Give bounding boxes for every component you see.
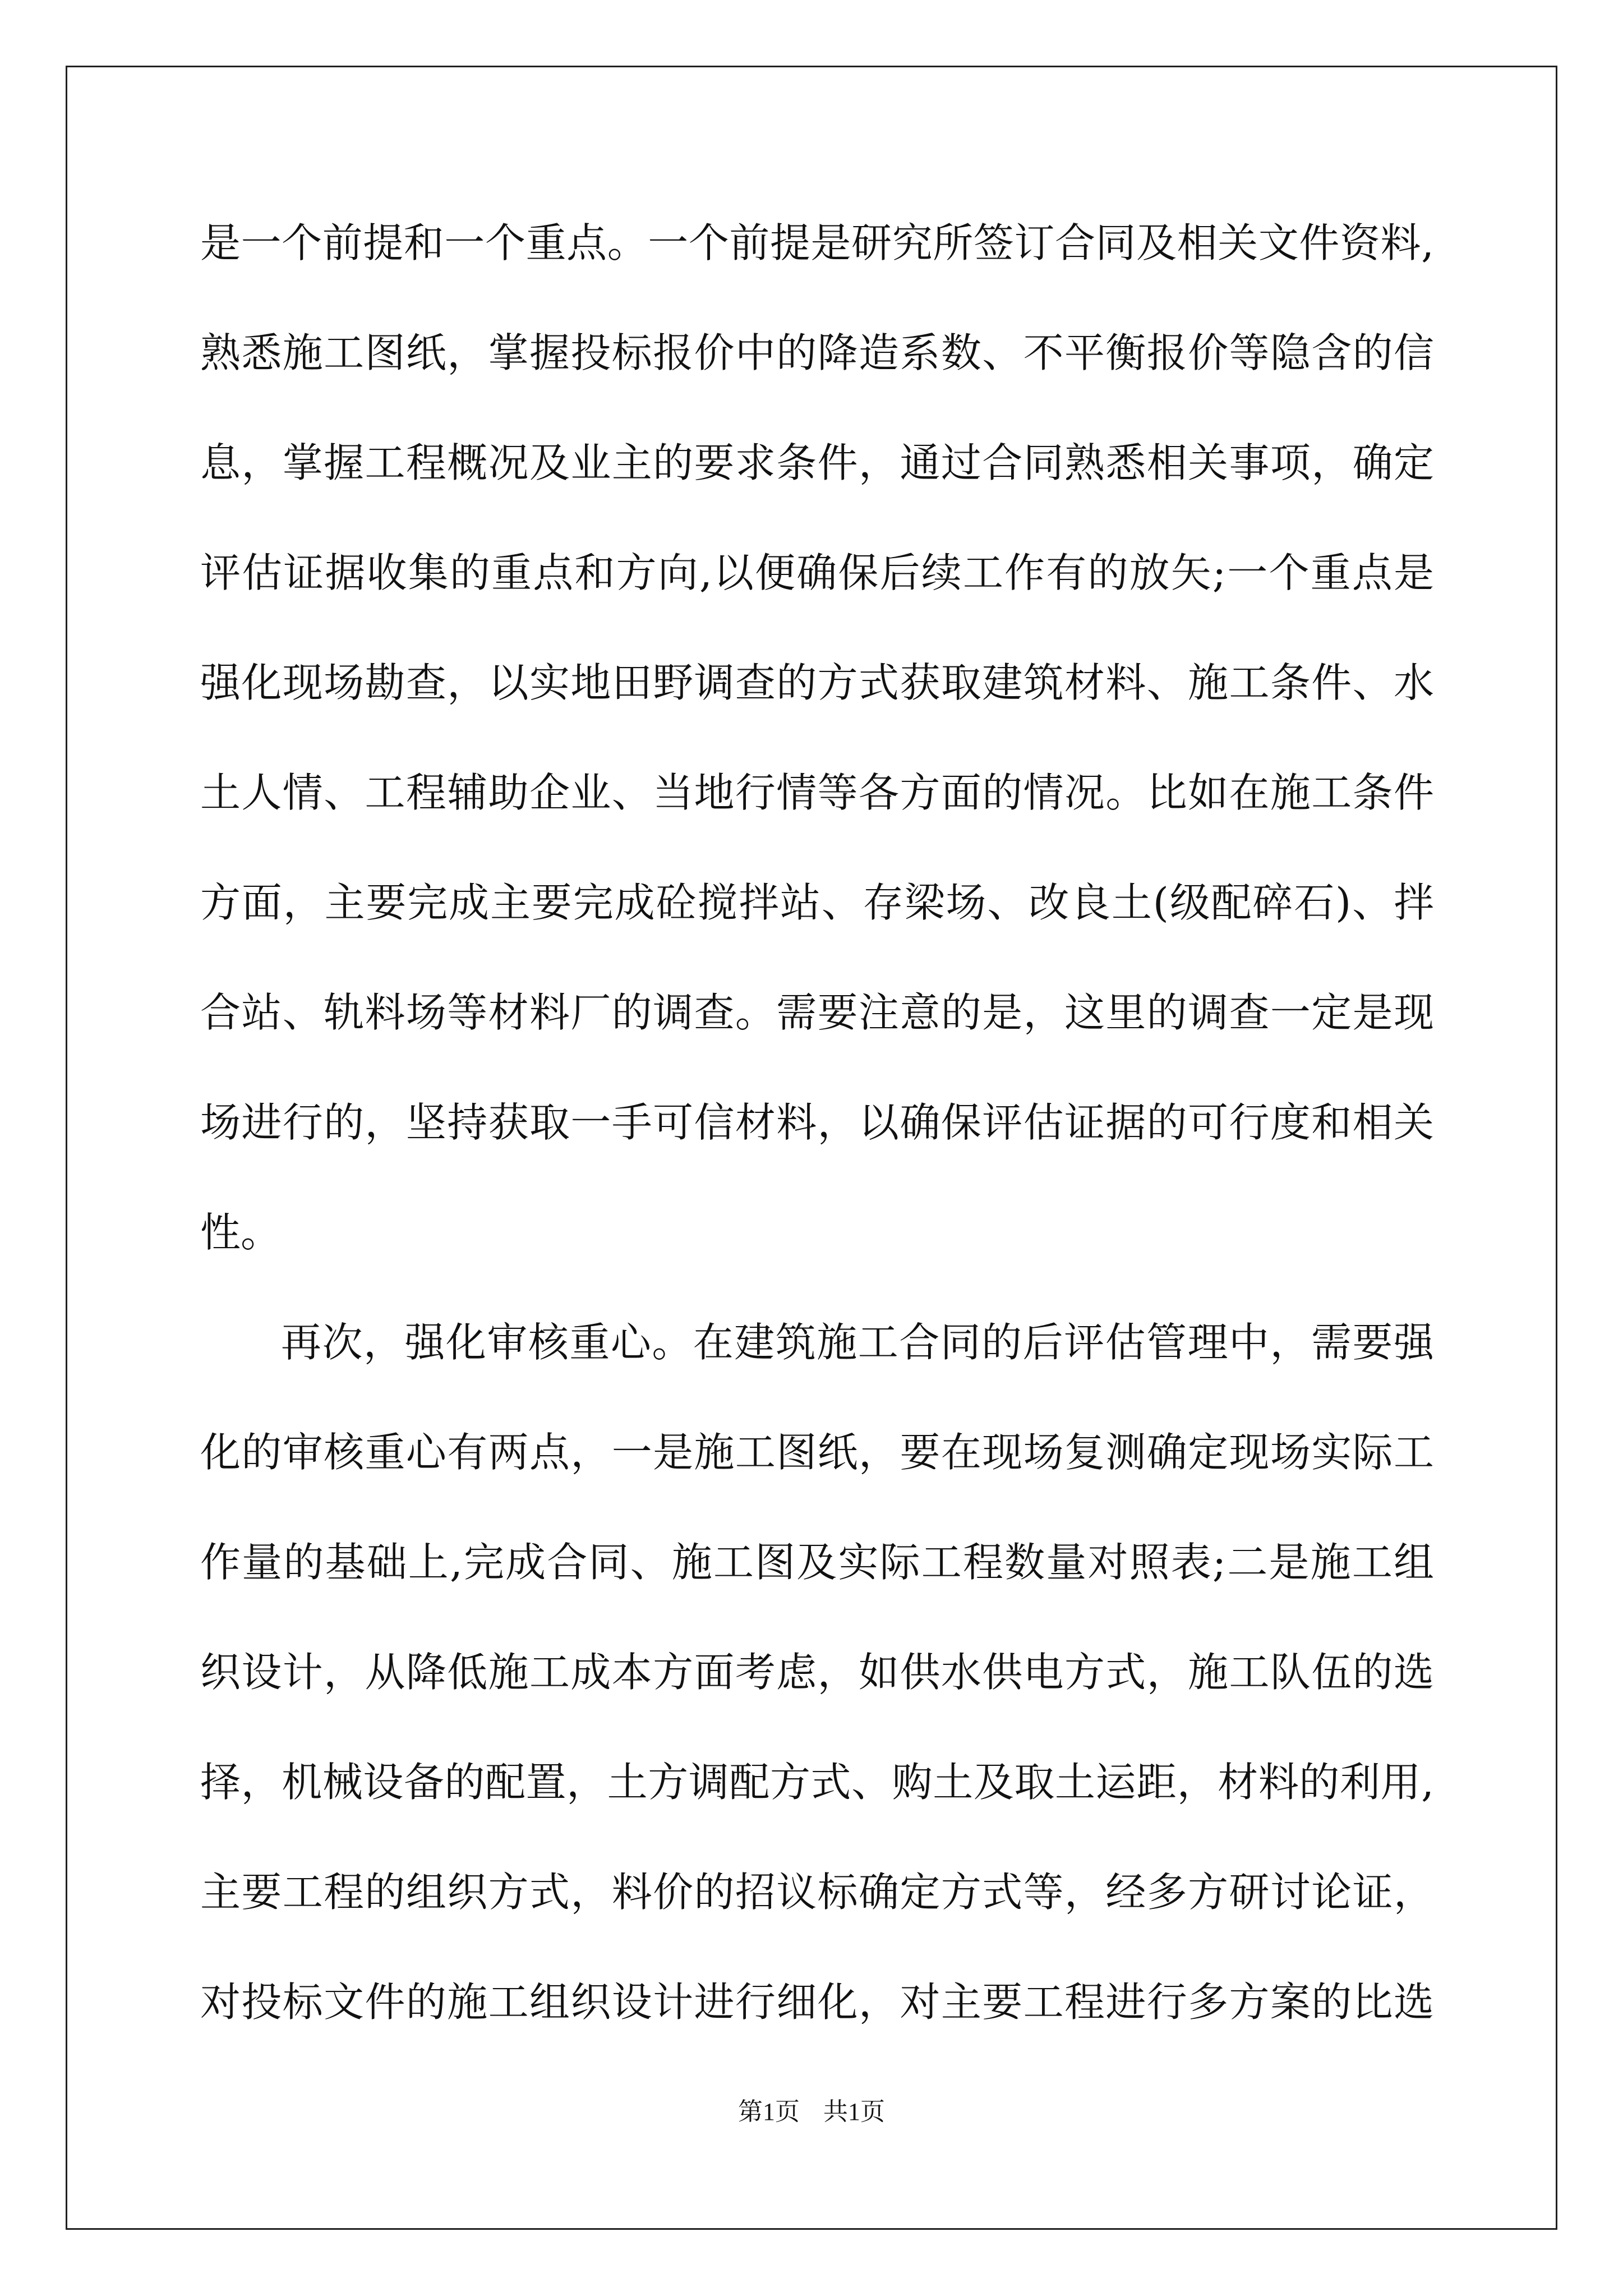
text-line: 是一个前提和一个重点。一个前提是研究所签订合同及相关文件资料, [200, 219, 1434, 266]
paragraph-first-line: 再次，强化审核重心。在建筑施工合同的后评估管理中，需要强 [281, 1319, 1434, 1366]
text-line: 息，掌握工程概况及业主的要求条件，通过合同熟悉相关事项，确定 [200, 439, 1434, 486]
text-line: 熟悉施工图纸，掌握投标报价中的降造系数、不平衡报价等隐含的信 [200, 329, 1434, 376]
text-line: 主要工程的组织方式，料价的招议标确定方式等，经多方研讨论证， [200, 1869, 1434, 1916]
document-body [200, 211, 1434, 2080]
text-line: 土人情、工程辅助企业、当地行情等各方面的情况。比如在施工条件 [200, 769, 1434, 816]
text-line: 化的审核重心有两点，一是施工图纸，要在现场复测确定现场实际工 [200, 1429, 1434, 1476]
page-number: 第1页 [738, 2098, 800, 2125]
text-line: 评估证据收集的重点和方向,以便确保后续工作有的放矢;一个重点是 [200, 549, 1434, 596]
page-total: 共1页 [823, 2098, 885, 2125]
text-line: 方面，主要完成主要完成砼搅拌站、存梁场、改良土(级配碎石)、拌 [200, 879, 1434, 926]
text-line: 织设计，从降低施工成本方面考虑，如供水供电方式，施工队伍的选 [200, 1649, 1434, 1696]
text-line: 场进行的，坚持获取一手可信材料，以确保评估证据的可行度和相关 [200, 1099, 1434, 1146]
text-line: 合站、轨料场等材料厂的调查。需要注意的是，这里的调查一定是现 [200, 989, 1434, 1036]
text-line: 择，机械设备的配置，土方调配方式、购土及取土运距，材料的利用, [200, 1759, 1434, 1806]
text-line: 作量的基础上,完成合同、施工图及实际工程数量对照表;二是施工组 [200, 1539, 1434, 1586]
text-line: 强化现场勘查，以实地田野调查的方式获取建筑材料、施工条件、水 [200, 659, 1434, 706]
text-line: 对投标文件的施工组织设计进行细化，对主要工程进行多方案的比选 [200, 1978, 1434, 2026]
text-line: 性。 [200, 1209, 282, 1256]
page-footer [0, 2095, 1623, 2129]
